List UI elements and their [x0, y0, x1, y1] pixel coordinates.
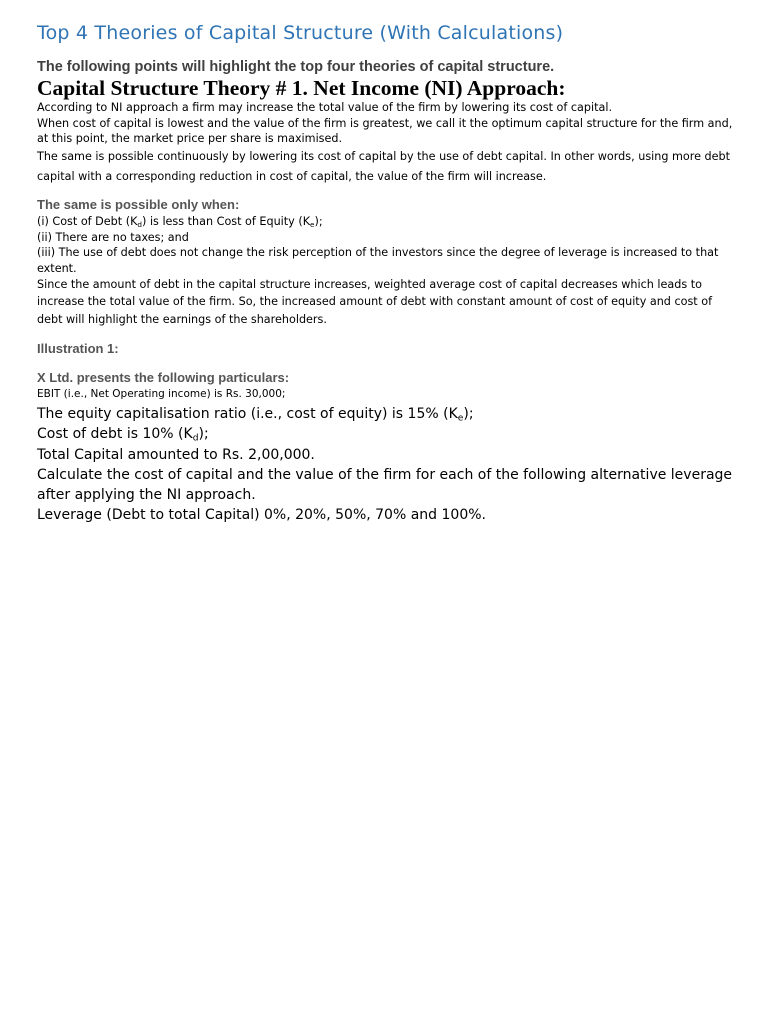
- intro-paragraphs: [37, 100, 737, 187]
- calculate-instruction: Calculate the cost of capital and the value of the firm for each of the following alternative leverage after applying the NI approach.: [37, 466, 733, 504]
- intro-paragraph: The same is possible continuously by lowering its cost of capital by the use of debt capital. In other words, using more debt capital with a corresponding reduction in cost of capital, the value of the firm will increase.: [37, 149, 731, 183]
- condition-item: (ii) There are no taxes; and: [37, 230, 189, 244]
- condition-item: (i) Cost of Debt $(K_d)$ is less than Cost of Equity $(K_e)$;: [37, 215, 323, 229]
- conditions-heading: The same is possible only when:: [37, 197, 240, 212]
- equity-ratio-line: The equity capitalisation ratio (i.e., cost of equity) is 15% $(K_e)$;: [37, 406, 474, 424]
- ebit-line: EBIT (i.e., Net Operating income) is Rs. 30,000;: [37, 388, 286, 400]
- particulars-heading: X Ltd. presents the following particulars:: [37, 370, 290, 385]
- page-title: Top 4 Theories of Capital Structure (With Calculations): [37, 22, 564, 44]
- total-capital-line: Total Capital amounted to Rs. 2,00,000.: [37, 446, 315, 463]
- intro-paragraph: According to NI approach a firm may increase the total value of the firm by lowering its cost of capital.: [37, 101, 612, 114]
- condition-item: (iii) The use of debt does not change the risk perception of the investors since the degree of leverage is increased to that extent.: [37, 246, 719, 275]
- condition-explanation: Since the amount of debt in the capital structure increases, weighted average cost of capital decreases which leads to increase the total value of the firm. So, the increased amount of debt with constant amount of cost of equity and cost of debt will highlight the earnings of the shareholders.: [37, 278, 713, 326]
- cost-of-debt-line: Cost of debt is 10% $(K_d)$;: [37, 426, 209, 444]
- leverage-line: Leverage (Debt to total Capital) 0%, 20%, 50%, 70% and 100%.: [37, 507, 486, 524]
- illustration-heading: Illustration 1:: [37, 341, 119, 356]
- conditions-list: [37, 214, 737, 328]
- lead-sentence: The following points will highlight the top four theories of capital structure.: [37, 59, 555, 75]
- theory-heading: Capital Structure Theory # 1. Net Income (NI) Approach:: [37, 76, 566, 100]
- particulars-list: [37, 404, 747, 526]
- intro-paragraph: When cost of capital is lowest and the value of the firm is greatest, we call it the optimum capital structure for the firm and, at this point, the market price per share is maximised.: [37, 116, 733, 145]
